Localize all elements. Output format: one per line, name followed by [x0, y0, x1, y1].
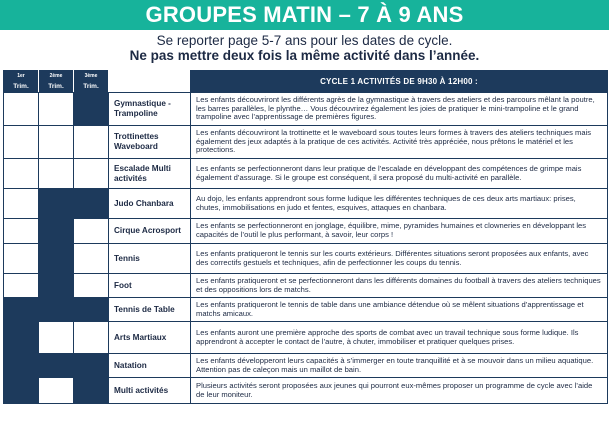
activity-description: Plusieurs activités seront proposées aux jeunes qui pourront eux-mêmes proposer un programme de cycle avec l’aide de leur moniteur. [191, 378, 608, 404]
page-title: GROUPES MATIN – 7 À 9 ANS [145, 2, 464, 27]
trim-cell-3 [74, 189, 109, 219]
trim-cell-1 [4, 274, 39, 298]
trim-cell-1 [4, 93, 39, 126]
activity-name: Judo Chanbara [109, 189, 191, 219]
activity-description: Les enfants découvriront les différents agrès de la gymnastique à travers des ateliers et des parcours mêlant la poutre, les barres parallèles, le plynthe… Vous découvrirez également les joies de pratiquer le mini-trampoline et le grand trampoline avec l’apprentissage de premières figures. [191, 93, 608, 126]
activity-name: Natation [109, 354, 191, 378]
activity-name: Escalade Multi activités [109, 159, 191, 189]
trim-cell-1 [4, 159, 39, 189]
table-row [4, 126, 608, 159]
trim-cell-3 [74, 244, 109, 274]
warning-note: Ne pas mettre deux fois la même activité dans l’année. [129, 48, 480, 63]
activity-description: Les enfants pratiqueront le tennis de table dans une ambiance détendue où se mêlent situations d’apprentissage et matchs amicaux. [191, 298, 608, 322]
table-row [4, 378, 608, 404]
activity-name: Multi activités [109, 378, 191, 404]
trim-cell-1 [4, 354, 39, 378]
table-header-row [4, 71, 608, 93]
trim-cell-2 [39, 274, 74, 298]
trim-cell-1 [4, 322, 39, 354]
table-row [4, 354, 608, 378]
trim-cell-1 [4, 219, 39, 244]
table-row [4, 159, 608, 189]
activity-name: Arts Martiaux [109, 322, 191, 354]
subtitle: Se reporter page 5-7 ans pour les dates de cycle. [156, 33, 453, 48]
activity-name: Cirque Acrosport [109, 219, 191, 244]
trim-cell-2 [39, 322, 74, 354]
table-row [4, 298, 608, 322]
trim-cell-1 [4, 126, 39, 159]
trim-cell-3 [74, 219, 109, 244]
trim-header-2: $^{2ème}$ Trim. [39, 71, 74, 93]
activity-name: Foot [109, 274, 191, 298]
activity-name: Tennis de Table [109, 298, 191, 322]
trim-cell-3 [74, 274, 109, 298]
activities-table [3, 70, 607, 404]
activity-name: Gymnastique - Trampoline [109, 93, 191, 126]
trim-cell-2 [39, 159, 74, 189]
trim-cell-3 [74, 93, 109, 126]
trim-cell-3 [74, 378, 109, 404]
table-row [4, 219, 608, 244]
activity-description: Les enfants développeront leurs capacités à s’immerger en toute tranquillité et à se mouvoir dans un milieu aquatique. Attention pas de caleçon mais un maillot de bain. [191, 354, 608, 378]
table-row [4, 274, 608, 298]
trim-cell-1 [4, 189, 39, 219]
trim-cell-3 [74, 354, 109, 378]
activity-description: Les enfants pratiqueront et se perfectionneront dans les différents domaines du football à travers des ateliers techniques et des oppositions lors de matchs. [191, 274, 608, 298]
trim-cell-2 [39, 298, 74, 322]
header-spacer [109, 71, 191, 93]
activity-description: Les enfants pratiqueront le tennis sur les courts extérieurs. Différentes situations seront proposées aux enfants, avec des correctifs gestuels et techniques, afin de perfectionner les coups du tennis. [191, 244, 608, 274]
trim-header-3: $^{3ème}$ Trim. [74, 71, 109, 93]
table-row [4, 93, 608, 126]
trim-cell-2 [39, 354, 74, 378]
trim-cell-1 [4, 244, 39, 274]
page-title-banner [0, 0, 609, 30]
trim-cell-2 [39, 244, 74, 274]
activity-name: Tennis [109, 244, 191, 274]
trim-cell-1 [4, 378, 39, 404]
trim-cell-3 [74, 126, 109, 159]
activity-description: Les enfants se perfectionneront dans leur pratique de l’escalade en développant des compétences de grimpe mais également d’assurage. Si le groupe est conséquent, il sera proposé du multi-activité en parallèle. [191, 159, 608, 189]
trim-cell-3 [74, 298, 109, 322]
activity-description: Les enfants se perfectionneront en jonglage, équilibre, mime, pyramides humaines et clowneries en développant les capacités de l’outil le plus performant, à savoir, leur corps ! [191, 219, 608, 244]
activity-description: Les enfants auront une première approche des sports de combat avec un travail technique sous forme ludique. Ils apprendront à accepter le contact de l’autre, à chuter, immobiliser et pratiquer quelques prises. [191, 322, 608, 354]
activity-description: Les enfants découvriront la trottinette et le waveboard sous toutes leurs formes à travers des ateliers techniques mais également des jeux adaptés à la pratique de ces activités. Activité très appréciée, nous prêtons le matériel et les protections. [191, 126, 608, 159]
trim-cell-2 [39, 126, 74, 159]
trim-cell-1 [4, 298, 39, 322]
trim-cell-2 [39, 93, 74, 126]
trim-header-1: $^{1er}$ Trim. [4, 71, 39, 93]
trim-cell-2 [39, 219, 74, 244]
trim-cell-2 [39, 378, 74, 404]
table-row [4, 322, 608, 354]
cycle-title: CYCLE 1 ACTIVITÉS DE 9H30 À 12H00 : [191, 71, 608, 93]
trim-cell-3 [74, 159, 109, 189]
trim-cell-3 [74, 322, 109, 354]
table-row [4, 244, 608, 274]
activity-name: Trottinettes Waveboard [109, 126, 191, 159]
trim-cell-2 [39, 189, 74, 219]
activity-description: Au dojo, les enfants apprendront sous forme ludique les différentes techniques de ces deux arts martiaux: prises, chutes, immobilisations en judo et fentes, esquives, attaques en chanbara. [191, 189, 608, 219]
table-row [4, 189, 608, 219]
